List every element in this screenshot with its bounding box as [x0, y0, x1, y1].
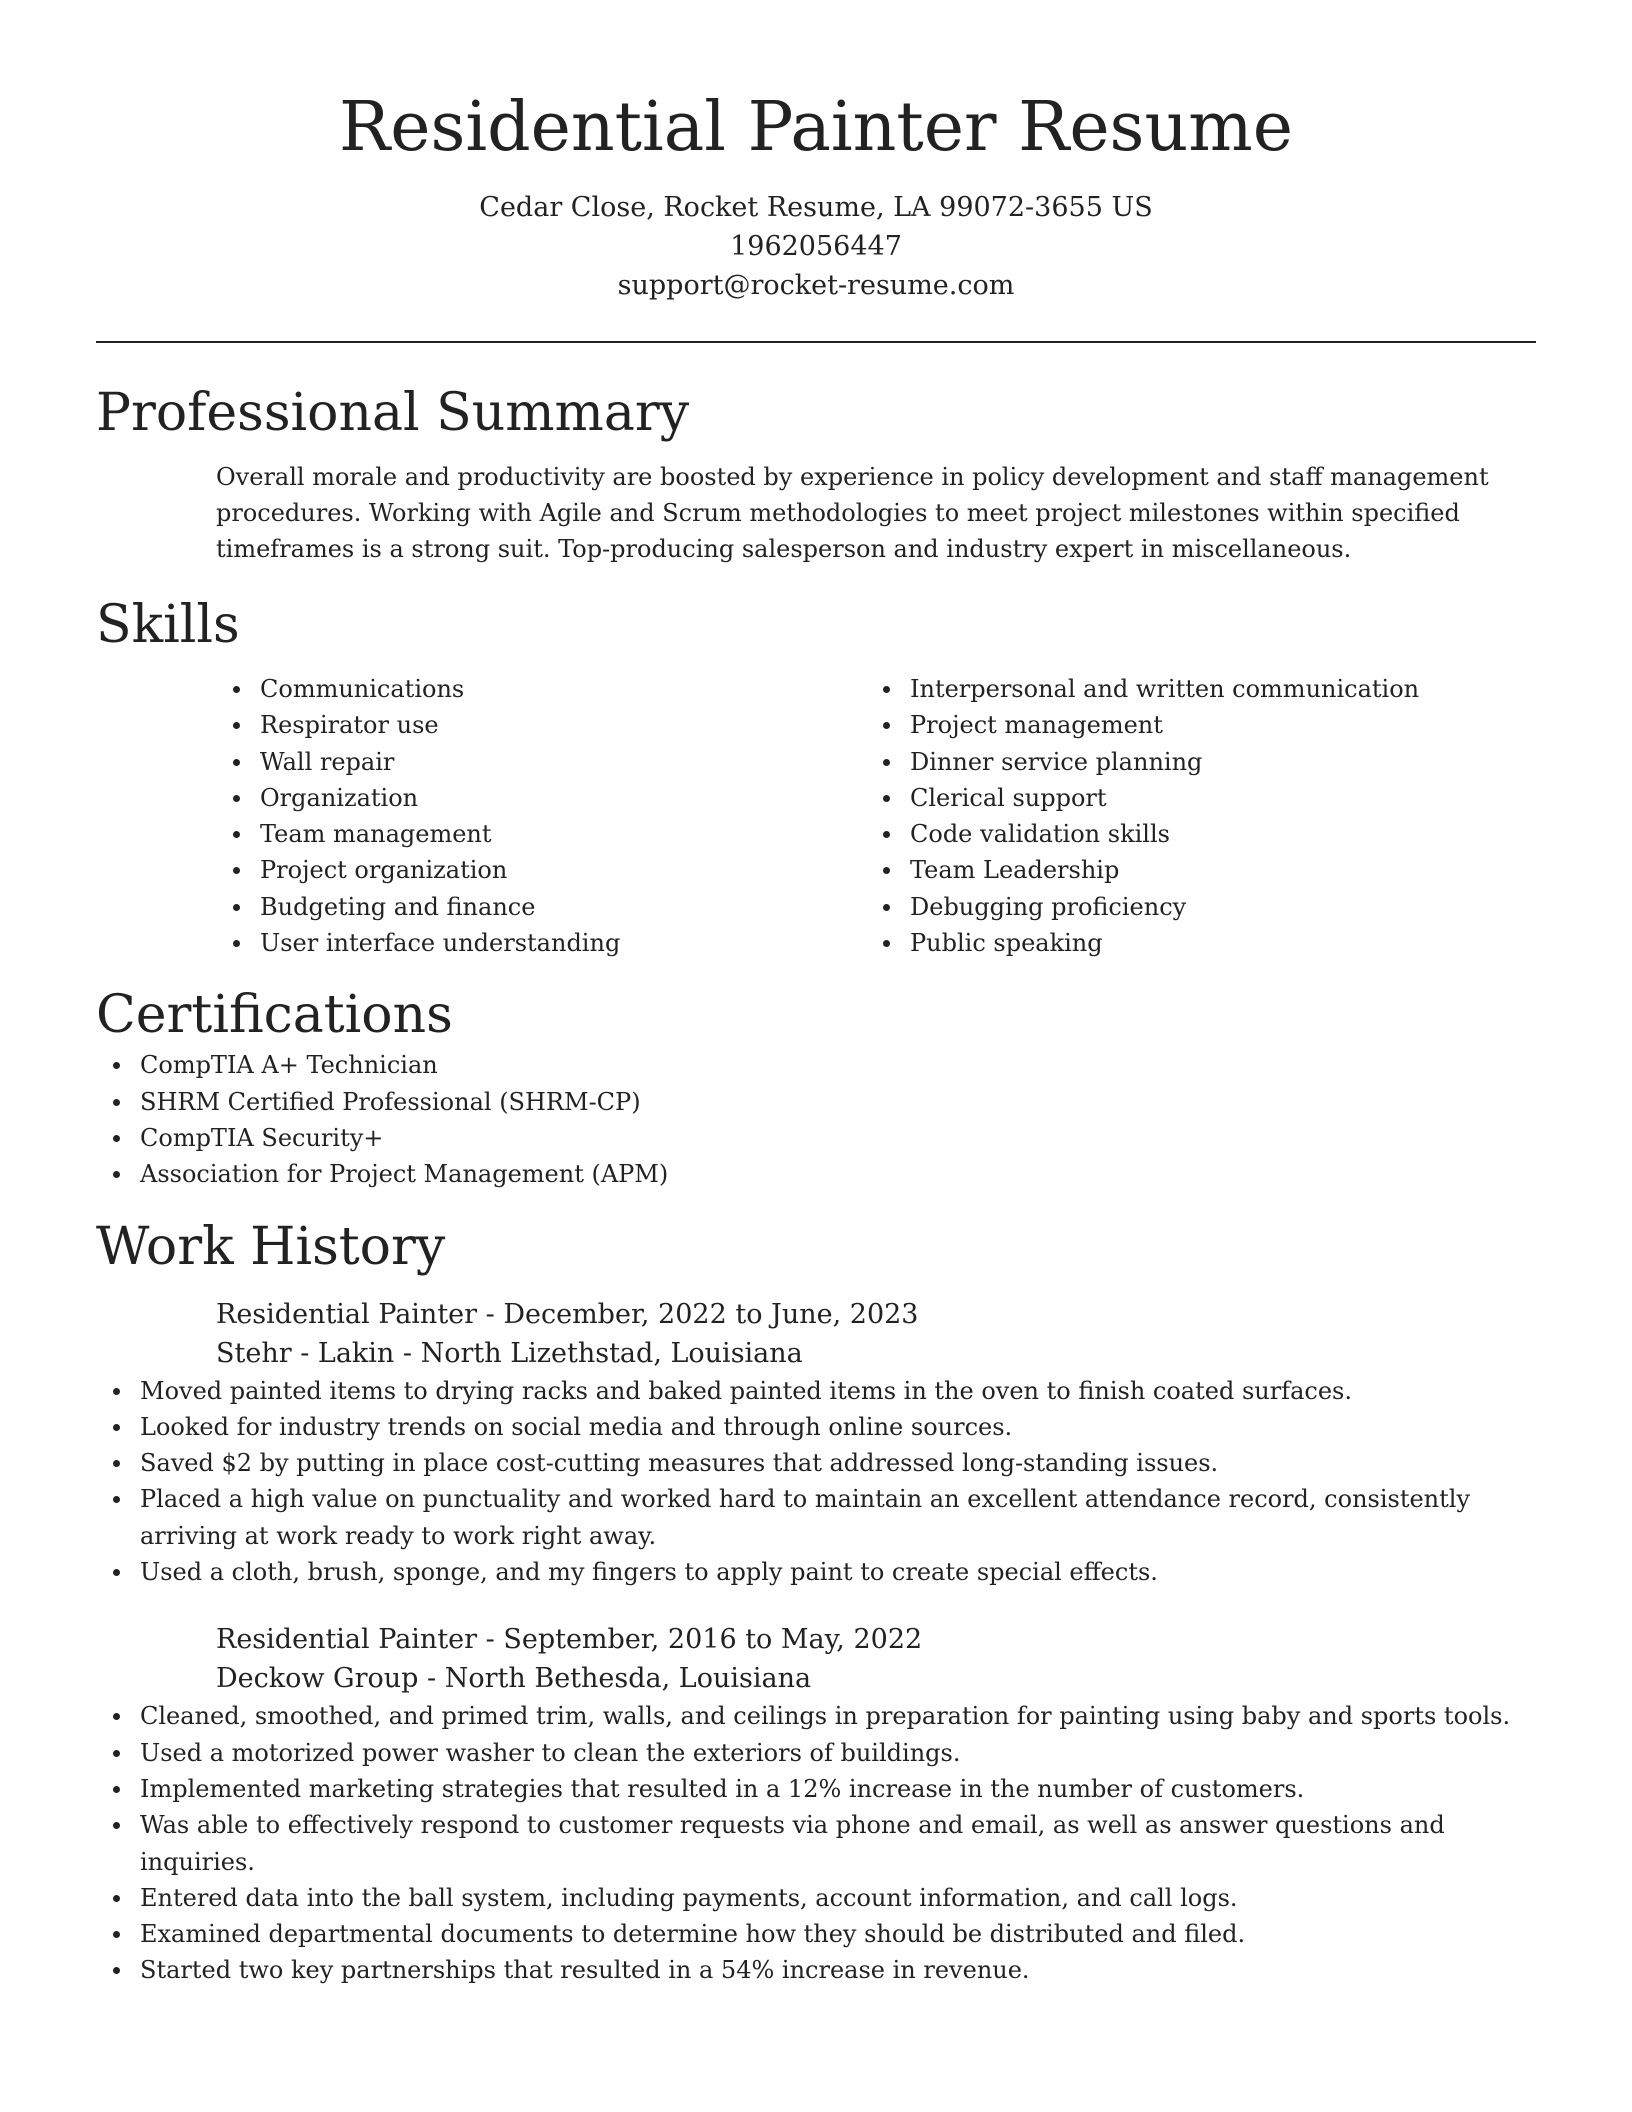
job-bullet: Was able to effectively respond to customer requests via phone and email, as well as answer questions and inquiries. — [96, 1807, 1536, 1880]
resume-title: Residential Painter Resume — [339, 88, 1293, 167]
skills-column-left — [216, 671, 866, 961]
job-bullet: Started two key partnerships that resulted in a 54% increase in revenue. — [96, 1952, 1536, 1988]
skill-item: Team management — [216, 816, 866, 852]
skill-item: User interface understanding — [216, 925, 866, 961]
skill-item: Debugging proficiency — [866, 889, 1516, 925]
job-bullet: Placed a high value on punctuality and worked hard to maintain an excellent attendance record, consistently arriving at work ready to work right away. — [96, 1481, 1536, 1554]
certification-item: SHRM Certified Professional (SHRM-CP) — [96, 1084, 1536, 1120]
job-bullet: Entered data into the ball system, including payments, account information, and call logs. — [96, 1880, 1536, 1916]
resume-header — [96, 0, 1536, 305]
skills-heading: Skills — [96, 595, 240, 655]
job-bullets — [96, 1698, 1536, 1988]
skill-item: Clerical support — [866, 780, 1516, 816]
job-title-line: Residential Painter - December, 2022 to June, 2023 — [216, 1298, 919, 1330]
job-entry — [216, 1620, 1536, 1698]
job-bullet: Cleaned, smoothed, and primed trim, walls, and ceilings in preparation for painting using baby and sports tools. — [96, 1698, 1536, 1734]
skill-item: Interpersonal and written communication — [866, 671, 1516, 707]
certification-item: Association for Project Management (APM) — [96, 1156, 1536, 1192]
summary-heading: Professional Summary — [96, 383, 690, 443]
job-company-line: Deckow Group - North Bethesda, Louisiana — [216, 1663, 812, 1695]
job-entry — [216, 1295, 1536, 1373]
skill-item: Dinner service planning — [866, 744, 1516, 780]
skill-item: Code validation skills — [866, 816, 1516, 852]
certification-item: CompTIA A+ Technician — [96, 1047, 1536, 1083]
certifications-list — [96, 1047, 1536, 1192]
header-divider — [96, 341, 1536, 343]
skill-item: Project management — [866, 707, 1516, 743]
skills-list-right — [866, 671, 1516, 961]
job-bullets — [96, 1373, 1536, 1591]
skill-item: Team Leadership — [866, 852, 1516, 888]
certification-item: CompTIA Security+ — [96, 1120, 1536, 1156]
certifications-heading: Certifications — [96, 985, 453, 1046]
skill-item: Communications — [216, 671, 866, 707]
skill-item: Public speaking — [866, 925, 1516, 961]
contact-address: Cedar Close, Rocket Resume, LA 99072-3655 US — [479, 192, 1153, 223]
contact-phone: 1962056447 — [730, 231, 902, 262]
job-bullet: Saved $2 by putting in place cost-cutting measures that addressed long-standing issues. — [96, 1445, 1536, 1481]
skills-column-right — [866, 671, 1516, 961]
job-bullet: Used a motorized power washer to clean the exteriors of buildings. — [96, 1735, 1536, 1771]
job-bullet: Implemented marketing strategies that resulted in a 12% increase in the number of customers. — [96, 1771, 1536, 1807]
job-bullet: Moved painted items to drying racks and baked painted items in the oven to finish coated surfaces. — [96, 1373, 1536, 1409]
skills-list-left — [216, 671, 866, 961]
skill-item: Budgeting and finance — [216, 889, 866, 925]
job-company-line: Stehr - Lakin - North Lizethstad, Louisiana — [216, 1337, 803, 1369]
job-bullet: Used a cloth, brush, sponge, and my fingers to apply paint to create special effects. — [96, 1554, 1536, 1590]
summary-text: Overall morale and productivity are boosted by experience in policy development and staff management procedures. Working with Agile and Scrum methodologies to meet project milestones within specified timeframes is a strong suit. Top-producing salesperson and industry expert in miscellaneous. — [216, 463, 1489, 563]
contact-email: support@rocket-resume.com — [617, 270, 1015, 301]
skill-item: Project organization — [216, 852, 866, 888]
skill-item: Organization — [216, 780, 866, 816]
job-bullet: Looked for industry trends on social media and through online sources. — [96, 1409, 1536, 1445]
skills-grid — [216, 671, 1536, 961]
skill-item: Respirator use — [216, 707, 866, 743]
job-title-line: Residential Painter - September, 2016 to May, 2022 — [216, 1624, 923, 1656]
skill-item: Wall repair — [216, 744, 866, 780]
work-history-heading: Work History — [96, 1216, 446, 1277]
job-bullet: Examined departmental documents to determine how they should be distributed and filed. — [96, 1916, 1536, 1952]
